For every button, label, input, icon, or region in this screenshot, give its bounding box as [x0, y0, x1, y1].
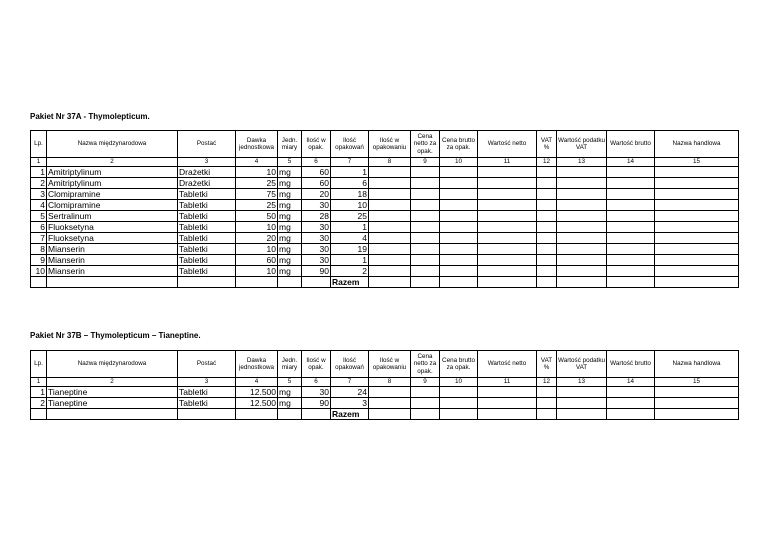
cell-empty	[655, 200, 739, 211]
cell-empty	[478, 222, 537, 233]
cell-empty	[537, 255, 557, 266]
cell-empty	[47, 277, 178, 288]
column-header: Wartość brutto	[607, 351, 655, 378]
cell-name: Mianserin	[47, 255, 178, 266]
column-number: 14	[607, 158, 655, 167]
cell-empty	[411, 398, 440, 409]
cell-empty	[369, 222, 411, 233]
column-header: Nazwa międzynarodowa	[47, 351, 178, 378]
cell-name: Clomipramine	[47, 200, 178, 211]
cell-empty	[557, 222, 607, 233]
table-row	[31, 233, 739, 244]
column-number: 11	[478, 378, 537, 387]
cell-unit: mg	[278, 178, 302, 189]
cell-dose: 12.500	[236, 398, 278, 409]
cell-empty	[411, 409, 440, 420]
cell-name: Fluoksetyna	[47, 233, 178, 244]
cell-lp: 1	[31, 167, 47, 178]
column-number: 11	[478, 158, 537, 167]
cell-form: Tabletki	[178, 200, 236, 211]
cell-empty	[440, 255, 478, 266]
table-row	[31, 211, 739, 222]
cell-empty	[655, 167, 739, 178]
cell-empty	[537, 409, 557, 420]
cell-lp: 3	[31, 189, 47, 200]
cell-packs: 1	[331, 222, 369, 233]
cell-empty	[440, 244, 478, 255]
package-a-table	[30, 130, 739, 288]
column-header: Nazwa międzynarodowa	[47, 131, 178, 158]
cell-name: Sertralinum	[47, 211, 178, 222]
cell-qty-pack: 60	[302, 178, 331, 189]
cell-empty	[655, 178, 739, 189]
cell-empty	[440, 178, 478, 189]
cell-empty	[411, 222, 440, 233]
cell-empty	[655, 189, 739, 200]
cell-empty	[411, 266, 440, 277]
column-number: 13	[557, 378, 607, 387]
cell-empty	[557, 167, 607, 178]
cell-empty	[655, 244, 739, 255]
cell-empty	[557, 189, 607, 200]
cell-empty	[440, 167, 478, 178]
cell-packs: 3	[331, 398, 369, 409]
cell-qty-pack: 90	[302, 266, 331, 277]
table-row	[31, 255, 739, 266]
cell-empty	[607, 398, 655, 409]
cell-packs: 2	[331, 266, 369, 277]
cell-dose: 10	[236, 167, 278, 178]
cell-empty	[655, 211, 739, 222]
cell-empty	[478, 178, 537, 189]
column-number: 15	[655, 158, 739, 167]
cell-unit: mg	[278, 387, 302, 398]
cell-empty	[478, 244, 537, 255]
cell-empty	[440, 222, 478, 233]
cell-packs: 25	[331, 211, 369, 222]
cell-lp: 2	[31, 178, 47, 189]
cell-name: Amitriptylinum	[47, 167, 178, 178]
column-number: 9	[411, 158, 440, 167]
cell-empty	[440, 233, 478, 244]
cell-form: Tabletki	[178, 266, 236, 277]
cell-empty	[369, 167, 411, 178]
cell-packs: 19	[331, 244, 369, 255]
table-row	[31, 167, 739, 178]
cell-empty	[411, 167, 440, 178]
cell-packs: 24	[331, 387, 369, 398]
cell-empty	[537, 222, 557, 233]
column-header: Wartość podatku VAT	[557, 351, 607, 378]
column-header: Wartość netto	[478, 131, 537, 158]
cell-empty	[557, 398, 607, 409]
cell-empty	[440, 277, 478, 288]
cell-empty	[557, 266, 607, 277]
cell-unit: mg	[278, 222, 302, 233]
column-number: 15	[655, 378, 739, 387]
column-number: 14	[607, 378, 655, 387]
cell-empty	[607, 167, 655, 178]
package-b-title: Pakiet Nr 37B – Thymolepticum – Tianeptine.	[30, 331, 201, 340]
cell-unit: mg	[278, 200, 302, 211]
cell-lp: 4	[31, 200, 47, 211]
column-number: 13	[557, 158, 607, 167]
cell-lp: 10	[31, 266, 47, 277]
table-row	[31, 266, 739, 277]
cell-empty	[440, 398, 478, 409]
column-number: 4	[236, 158, 278, 167]
package-b-table	[30, 350, 739, 420]
column-header: Lp.	[31, 131, 47, 158]
column-number: 2	[47, 378, 178, 387]
cell-name: Mianserin	[47, 244, 178, 255]
cell-empty	[411, 178, 440, 189]
cell-empty	[557, 255, 607, 266]
cell-empty	[369, 255, 411, 266]
cell-name: Mianserin	[47, 266, 178, 277]
cell-qty-pack: 30	[302, 233, 331, 244]
cell-empty	[278, 409, 302, 420]
cell-empty	[411, 277, 440, 288]
cell-name: Fluoksetyna	[47, 222, 178, 233]
cell-empty	[557, 277, 607, 288]
cell-empty	[302, 409, 331, 420]
cell-empty	[607, 233, 655, 244]
cell-empty	[478, 211, 537, 222]
cell-qty-pack: 28	[302, 211, 331, 222]
cell-empty	[478, 277, 537, 288]
cell-form: Drażetki	[178, 167, 236, 178]
column-header: Cena brutto za opak.	[440, 351, 478, 378]
cell-empty	[537, 167, 557, 178]
cell-unit: mg	[278, 233, 302, 244]
cell-empty	[655, 255, 739, 266]
cell-empty	[557, 233, 607, 244]
column-header: Postać	[178, 131, 236, 158]
cell-empty	[607, 244, 655, 255]
cell-empty	[537, 189, 557, 200]
cell-lp: 2	[31, 398, 47, 409]
cell-empty	[537, 233, 557, 244]
column-header: Dawka jednostkowa	[236, 351, 278, 378]
cell-lp: 7	[31, 233, 47, 244]
cell-empty	[478, 255, 537, 266]
cell-form: Tabletki	[178, 211, 236, 222]
cell-empty	[411, 387, 440, 398]
column-number: 4	[236, 378, 278, 387]
column-header: Ilość w opakowaniu	[369, 351, 411, 378]
cell-empty	[411, 233, 440, 244]
package-a-title: Pakiet Nr 37A - Thymolepticum.	[30, 112, 150, 121]
cell-empty	[440, 409, 478, 420]
column-header: Nazwa handlowa	[655, 351, 739, 378]
cell-empty	[369, 277, 411, 288]
cell-qty-pack: 30	[302, 244, 331, 255]
cell-unit: mg	[278, 398, 302, 409]
cell-form: Tabletki	[178, 398, 236, 409]
column-number: 7	[331, 378, 369, 387]
cell-empty	[440, 200, 478, 211]
column-header: Ilość w opak.	[302, 131, 331, 158]
column-number: 6	[302, 158, 331, 167]
cell-name: Clomipramine	[47, 189, 178, 200]
cell-empty	[478, 409, 537, 420]
column-header: Cena brutto za opak.	[440, 131, 478, 158]
column-header: Jedn. miary	[278, 131, 302, 158]
column-number: 9	[411, 378, 440, 387]
cell-empty	[369, 244, 411, 255]
cell-empty	[369, 189, 411, 200]
cell-empty	[369, 178, 411, 189]
table-row	[31, 222, 739, 233]
cell-lp: 9	[31, 255, 47, 266]
cell-empty	[557, 178, 607, 189]
cell-packs: 4	[331, 233, 369, 244]
cell-empty	[369, 200, 411, 211]
cell-form: Tabletki	[178, 387, 236, 398]
cell-unit: mg	[278, 211, 302, 222]
table-row	[31, 398, 739, 409]
cell-empty	[31, 409, 47, 420]
cell-empty	[369, 266, 411, 277]
cell-empty	[440, 189, 478, 200]
cell-dose: 75	[236, 189, 278, 200]
column-number: 12	[537, 378, 557, 387]
column-header: Ilość opakowań	[331, 131, 369, 158]
cell-packs: 1	[331, 255, 369, 266]
cell-empty	[369, 398, 411, 409]
cell-lp: 5	[31, 211, 47, 222]
cell-empty	[607, 178, 655, 189]
cell-empty	[178, 277, 236, 288]
cell-lp: 8	[31, 244, 47, 255]
cell-dose: 10	[236, 266, 278, 277]
column-header: Nazwa handlowa	[655, 131, 739, 158]
total-row	[31, 409, 739, 420]
column-number: 10	[440, 158, 478, 167]
column-header: Ilość opakowań	[331, 351, 369, 378]
cell-empty	[537, 387, 557, 398]
cell-empty	[178, 409, 236, 420]
cell-empty	[411, 200, 440, 211]
total-label: Razem	[331, 277, 369, 288]
column-number: 10	[440, 378, 478, 387]
cell-dose: 60	[236, 255, 278, 266]
column-header: VAT %	[537, 131, 557, 158]
cell-form: Tabletki	[178, 255, 236, 266]
column-header: Lp.	[31, 351, 47, 378]
cell-empty	[369, 387, 411, 398]
column-header: Dawka jednostkowa	[236, 131, 278, 158]
cell-name: Tianeptine	[47, 398, 178, 409]
column-number: 8	[369, 378, 411, 387]
cell-qty-pack: 30	[302, 387, 331, 398]
column-header: Wartość podatku VAT	[557, 131, 607, 158]
cell-empty	[607, 277, 655, 288]
table-row	[31, 387, 739, 398]
cell-empty	[537, 266, 557, 277]
cell-empty	[607, 189, 655, 200]
column-header: Cena netto za opak.	[411, 131, 440, 158]
cell-empty	[607, 211, 655, 222]
column-number: 2	[47, 158, 178, 167]
cell-empty	[478, 266, 537, 277]
cell-empty	[411, 255, 440, 266]
cell-empty	[607, 255, 655, 266]
cell-qty-pack: 30	[302, 222, 331, 233]
cell-empty	[278, 277, 302, 288]
cell-lp: 6	[31, 222, 47, 233]
cell-form: Tabletki	[178, 244, 236, 255]
cell-empty	[655, 222, 739, 233]
column-header: Wartość brutto	[607, 131, 655, 158]
cell-dose: 12.500	[236, 387, 278, 398]
cell-packs: 18	[331, 189, 369, 200]
cell-name: Amitriptylinum	[47, 178, 178, 189]
cell-dose: 25	[236, 178, 278, 189]
cell-empty	[411, 211, 440, 222]
cell-empty	[411, 189, 440, 200]
cell-empty	[655, 398, 739, 409]
cell-empty	[537, 178, 557, 189]
table-row	[31, 189, 739, 200]
column-number: 1	[31, 378, 47, 387]
cell-qty-pack: 20	[302, 189, 331, 200]
cell-dose: 50	[236, 211, 278, 222]
column-header: Ilość w opakowaniu	[369, 131, 411, 158]
cell-packs: 6	[331, 178, 369, 189]
cell-form: Tabletki	[178, 189, 236, 200]
cell-unit: mg	[278, 266, 302, 277]
column-header: Jedn. miary	[278, 351, 302, 378]
cell-lp: 1	[31, 387, 47, 398]
cell-unit: mg	[278, 189, 302, 200]
column-number: 7	[331, 158, 369, 167]
cell-empty	[478, 233, 537, 244]
column-header: VAT %	[537, 351, 557, 378]
cell-empty	[369, 409, 411, 420]
cell-packs: 10	[331, 200, 369, 211]
cell-empty	[440, 266, 478, 277]
cell-empty	[537, 244, 557, 255]
cell-qty-pack: 30	[302, 200, 331, 211]
cell-empty	[302, 277, 331, 288]
cell-qty-pack: 30	[302, 255, 331, 266]
column-header: Postać	[178, 351, 236, 378]
cell-dose: 20	[236, 233, 278, 244]
cell-form: Tabletki	[178, 233, 236, 244]
total-row	[31, 277, 739, 288]
cell-empty	[369, 233, 411, 244]
column-number: 5	[278, 158, 302, 167]
cell-empty	[607, 222, 655, 233]
cell-empty	[607, 266, 655, 277]
cell-qty-pack: 60	[302, 167, 331, 178]
cell-name: Tianeptine	[47, 387, 178, 398]
cell-dose: 25	[236, 200, 278, 211]
cell-empty	[47, 409, 178, 420]
column-header: Ilość w opak.	[302, 351, 331, 378]
cell-unit: mg	[278, 167, 302, 178]
cell-empty	[478, 387, 537, 398]
table-row	[31, 244, 739, 255]
cell-unit: mg	[278, 255, 302, 266]
column-header: Wartość netto	[478, 351, 537, 378]
cell-empty	[557, 387, 607, 398]
cell-empty	[537, 398, 557, 409]
column-number: 3	[178, 378, 236, 387]
cell-unit: mg	[278, 244, 302, 255]
cell-empty	[557, 244, 607, 255]
column-number: 3	[178, 158, 236, 167]
table-row	[31, 178, 739, 189]
column-number: 5	[278, 378, 302, 387]
cell-dose: 10	[236, 244, 278, 255]
cell-empty	[478, 167, 537, 178]
cell-empty	[478, 200, 537, 211]
column-header: Cena netto za opak.	[411, 351, 440, 378]
cell-empty	[557, 200, 607, 211]
cell-empty	[440, 387, 478, 398]
cell-empty	[537, 211, 557, 222]
cell-packs: 1	[331, 167, 369, 178]
cell-empty	[236, 409, 278, 420]
cell-empty	[655, 266, 739, 277]
cell-empty	[607, 409, 655, 420]
column-number: 12	[537, 158, 557, 167]
column-number: 1	[31, 158, 47, 167]
cell-form: Tabletki	[178, 222, 236, 233]
column-number: 6	[302, 378, 331, 387]
cell-empty	[537, 200, 557, 211]
cell-empty	[31, 277, 47, 288]
cell-empty	[557, 211, 607, 222]
cell-dose: 10	[236, 222, 278, 233]
column-number: 8	[369, 158, 411, 167]
cell-empty	[411, 244, 440, 255]
cell-empty	[478, 189, 537, 200]
table-row	[31, 200, 739, 211]
cell-empty	[655, 277, 739, 288]
cell-empty	[607, 387, 655, 398]
cell-empty	[655, 233, 739, 244]
cell-empty	[478, 398, 537, 409]
cell-empty	[557, 409, 607, 420]
total-label: Razem	[331, 409, 369, 420]
cell-empty	[236, 277, 278, 288]
cell-empty	[440, 211, 478, 222]
cell-empty	[537, 277, 557, 288]
cell-empty	[655, 387, 739, 398]
cell-empty	[369, 211, 411, 222]
cell-form: Drażetki	[178, 178, 236, 189]
cell-empty	[655, 409, 739, 420]
cell-qty-pack: 90	[302, 398, 331, 409]
cell-empty	[607, 200, 655, 211]
